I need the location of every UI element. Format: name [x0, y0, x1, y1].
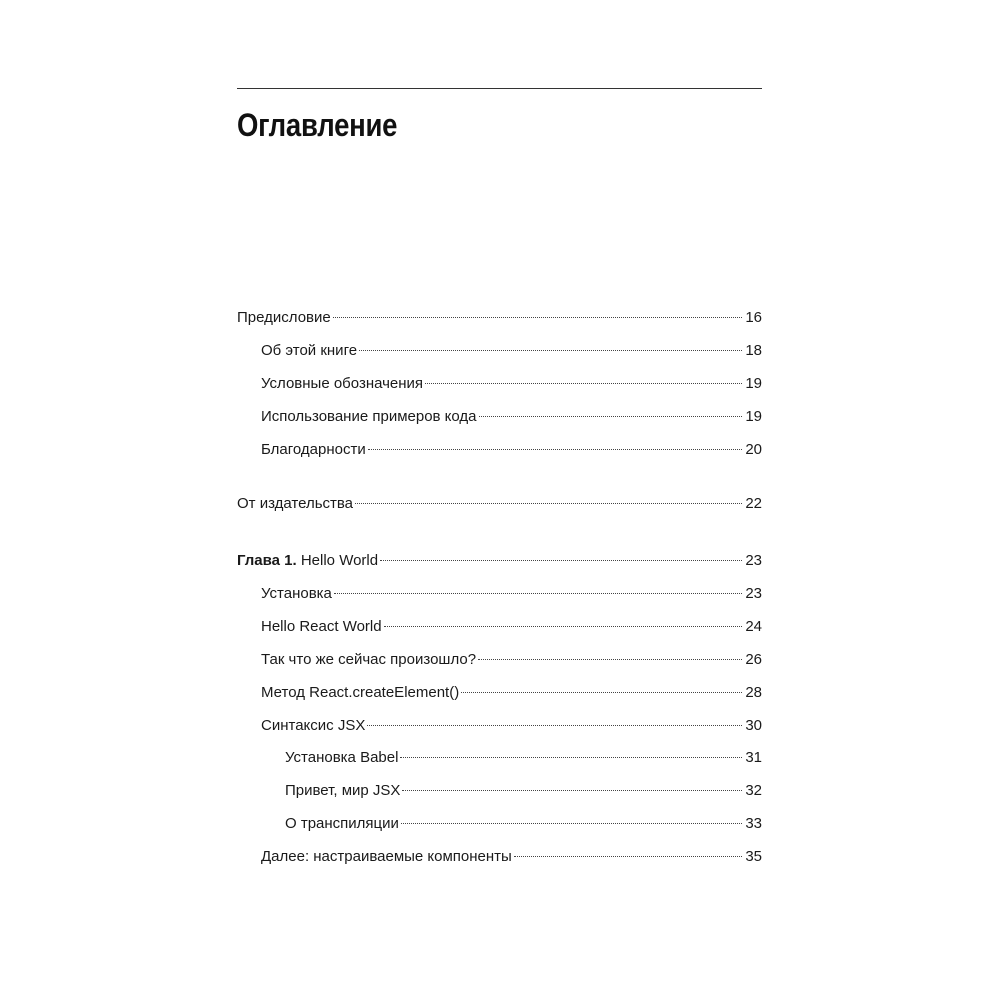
toc-entry-label: Установка Babel [285, 749, 399, 766]
toc-page-number: 35 [745, 848, 762, 865]
toc-page-number: 19 [745, 375, 762, 392]
toc-entry-code-examples [261, 407, 762, 427]
toc-entry-label: Так что же сейчас произошло? [261, 651, 477, 668]
toc-entry-next-components [261, 847, 762, 867]
toc-entry-create-element [261, 683, 762, 703]
dot-leader [461, 692, 742, 693]
dot-leader [425, 383, 742, 384]
toc-entry-label: Привет, мир JSX [285, 782, 401, 799]
toc-entry-label: Об этой книге [261, 342, 358, 359]
dot-leader [400, 757, 742, 758]
dot-leader [401, 823, 742, 824]
toc-entry-label: Hello React World [261, 618, 382, 635]
dot-leader [380, 560, 742, 561]
page-title: Оглавление [237, 107, 398, 143]
toc-page-number: 20 [745, 441, 762, 458]
toc-entry-label: О транспиляции [285, 815, 399, 832]
toc-entry-label: Благодарности [261, 441, 366, 458]
toc-page-number: 22 [745, 495, 762, 512]
dot-leader [384, 626, 743, 627]
dot-leader [368, 449, 743, 450]
toc-page-number: 19 [745, 408, 762, 425]
dot-leader [367, 725, 742, 726]
toc-entry-setup [261, 584, 762, 604]
toc-entry-label: От издательства [237, 495, 354, 512]
toc-entry-babel-setup [285, 748, 762, 768]
toc-entry-hello-jsx [285, 781, 762, 801]
toc-entry-label: Предисловие [237, 309, 331, 326]
chapter-title: Hello World [300, 552, 379, 569]
toc-entry-hello-react [261, 617, 762, 637]
toc-entry-what-happened [261, 650, 762, 670]
toc-entry-preface [237, 308, 762, 328]
dot-leader [402, 790, 742, 791]
toc-entry-chapter-1 [237, 551, 762, 571]
dot-leader [359, 350, 742, 351]
toc-page-number: 31 [745, 749, 762, 766]
toc-page-number: 23 [745, 552, 762, 569]
toc-entry-label: Далее: настраиваемые компоненты [261, 848, 512, 865]
chapter-number: Глава 1. [237, 552, 297, 569]
toc-entry-publisher [237, 494, 762, 514]
toc-entry-label: Установка [261, 585, 332, 602]
toc-page-number: 26 [745, 651, 762, 668]
top-rule [237, 88, 762, 89]
toc-entry-label: Метод React.createElement() [261, 684, 460, 701]
toc-entry-label [237, 551, 378, 571]
toc-page-number: 30 [745, 717, 762, 734]
toc-page-number: 28 [745, 684, 762, 701]
toc-page-number: 24 [745, 618, 762, 635]
toc-entry-label: Синтаксис JSX [261, 717, 366, 734]
toc-page-number: 33 [745, 815, 762, 832]
toc-entry-about-book [261, 341, 762, 361]
toc-page-number: 18 [745, 342, 762, 359]
toc-page-number: 16 [745, 309, 762, 326]
dot-leader [355, 503, 742, 504]
toc-entry-jsx-syntax [261, 716, 762, 736]
toc-page-number: 32 [745, 782, 762, 799]
dot-leader [514, 856, 742, 857]
toc-entry-label: Условные обозначения [261, 375, 424, 392]
toc-entry-acknowledgements [261, 440, 762, 460]
dot-leader [334, 593, 742, 594]
dot-leader [333, 317, 743, 318]
dot-leader [478, 659, 742, 660]
toc-page-number: 23 [745, 585, 762, 602]
toc-entry-label: Использование примеров кода [261, 408, 477, 425]
dot-leader [479, 416, 743, 417]
toc-entry-conventions [261, 374, 762, 394]
toc-entry-transpiling [285, 814, 762, 834]
